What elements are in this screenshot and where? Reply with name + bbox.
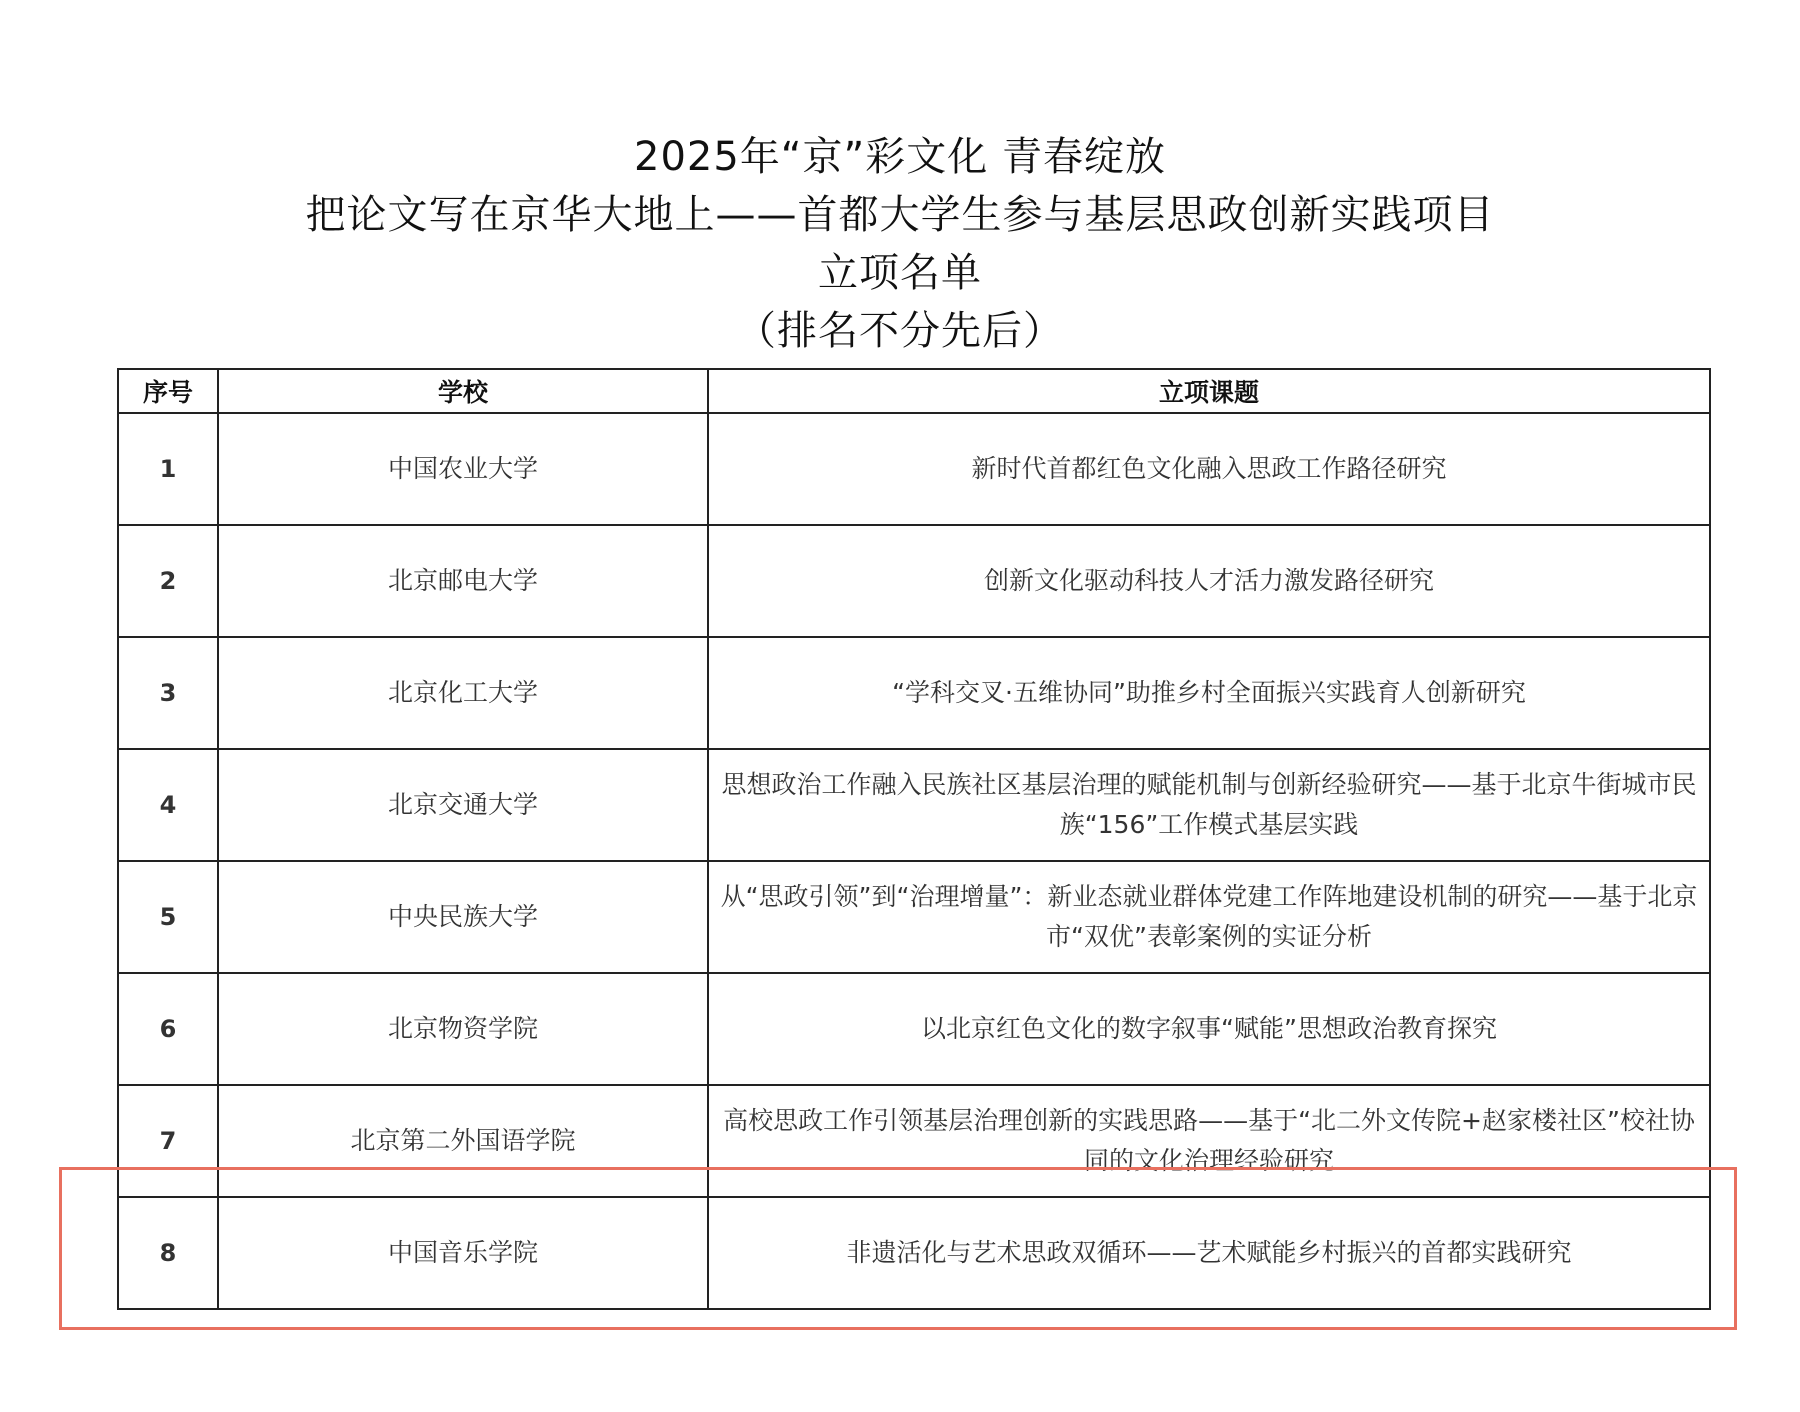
document-title-block [0, 128, 1800, 360]
row-topic: 创新文化驱动科技人才活力激发路径研究 [708, 525, 1710, 637]
row-num: 6 [118, 973, 218, 1085]
row-school: 北京交通大学 [218, 749, 708, 861]
row-topic: 以北京红色文化的数字叙事“赋能”思想政治教育探究 [708, 973, 1710, 1085]
table-row [118, 749, 1710, 861]
table-row [118, 525, 1710, 637]
row-school: 中国音乐学院 [218, 1197, 708, 1309]
title-line-3: 立项名单 [818, 250, 982, 296]
row-topic: 高校思政工作引领基层治理创新的实践思路——基于“北二外文传院+赵家楼社区”校社协同的文化治理经验研究 [708, 1085, 1710, 1197]
title-line-1: 2025年“京”彩文化 青春绽放 [634, 134, 1166, 180]
header-topic: 立项课题 [708, 369, 1710, 413]
table-header-row [118, 369, 1710, 413]
row-num: 7 [118, 1085, 218, 1197]
row-num: 1 [118, 413, 218, 525]
row-topic: 思想政治工作融入民族社区基层治理的赋能机制与创新经验研究——基于北京牛街城市民族“156”工作模式基层实践 [708, 749, 1710, 861]
table-row [118, 413, 1710, 525]
row-school: 中国农业大学 [218, 413, 708, 525]
row-topic: “学科交叉·五维协同”助推乡村全面振兴实践育人创新研究 [708, 637, 1710, 749]
row-school: 北京化工大学 [218, 637, 708, 749]
title-line-2: 把论文写在京华大地上——首都大学生参与基层思政创新实践项目 [305, 192, 1495, 238]
row-topic: 新时代首都红色文化融入思政工作路径研究 [708, 413, 1710, 525]
header-school: 学校 [218, 369, 708, 413]
table-row [118, 973, 1710, 1085]
row-topic: 非遗活化与艺术思政双循环——艺术赋能乡村振兴的首都实践研究 [708, 1197, 1710, 1309]
row-school: 北京邮电大学 [218, 525, 708, 637]
table-row [118, 637, 1710, 749]
row-num: 4 [118, 749, 218, 861]
row-topic: 从“思政引领”到“治理增量”：新业态就业群体党建工作阵地建设机制的研究——基于北京市“双优”表彰案例的实证分析 [708, 861, 1710, 973]
row-num: 3 [118, 637, 218, 749]
table-row [118, 1085, 1710, 1197]
row-school: 中央民族大学 [218, 861, 708, 973]
row-num: 5 [118, 861, 218, 973]
row-num: 8 [118, 1197, 218, 1309]
row-num: 2 [118, 525, 218, 637]
row-school: 北京第二外国语学院 [218, 1085, 708, 1197]
title-line-4: （排名不分先后） [736, 308, 1064, 354]
table-row [118, 1197, 1710, 1309]
table-row [118, 861, 1710, 973]
project-table [117, 368, 1711, 1310]
row-school: 北京物资学院 [218, 973, 708, 1085]
header-num: 序号 [118, 369, 218, 413]
